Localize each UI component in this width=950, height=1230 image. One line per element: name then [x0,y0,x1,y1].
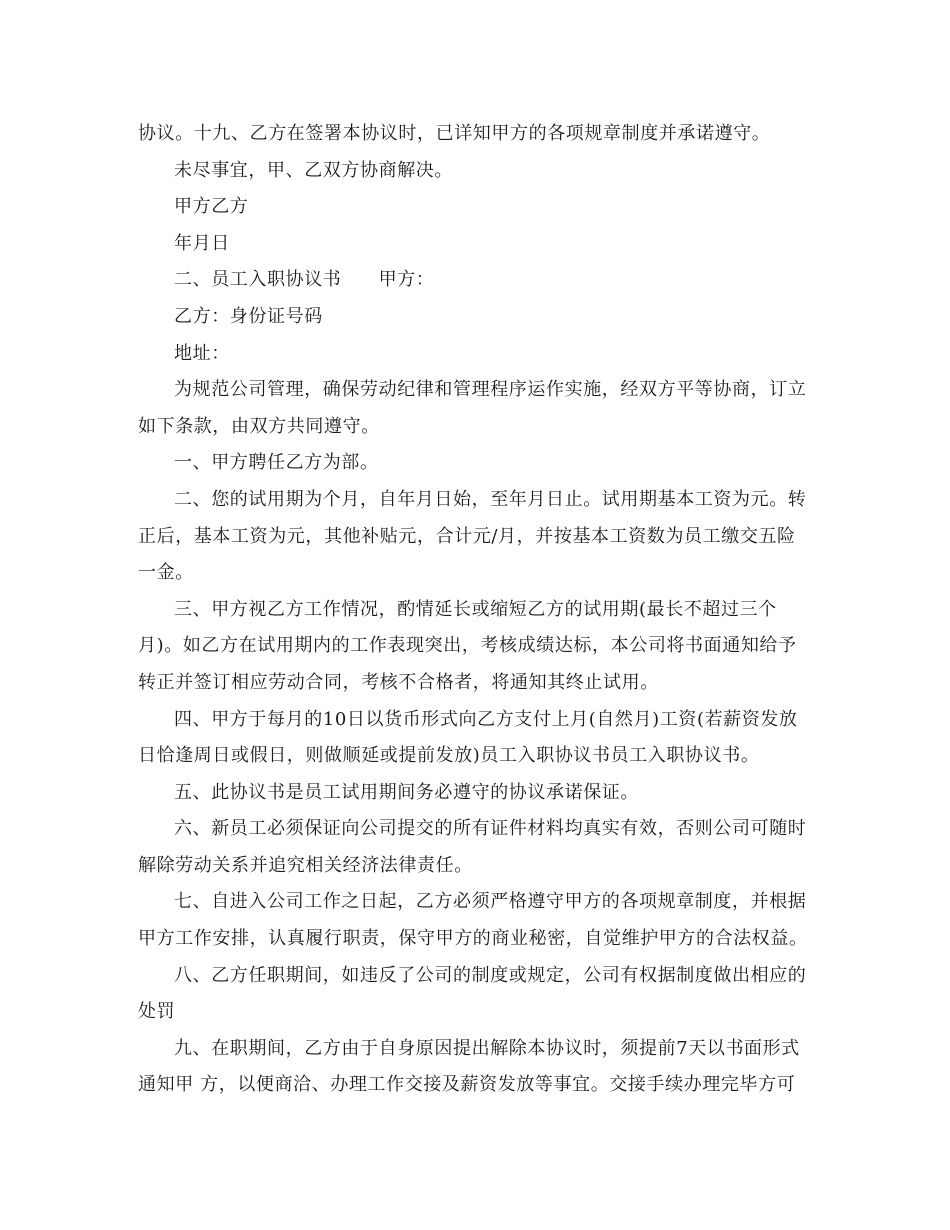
text-line: 甲方工作安排，认真履行职责，保守甲方的商业秘密，自觉维护甲方的合法权益。 [138,928,808,950]
text-line: 协议。十九、乙方在签署本协议时，已详知甲方的各项规章制度并承诺遵守。 [138,123,771,144]
text-line: 一金。 [138,562,194,584]
text-line: 四、甲方于每月的10日以货币形式向乙方支付上月(自然月)工资(若薪资发放 [174,708,798,730]
text-line: 处罚 [138,1001,176,1023]
text-line: 甲方乙方 [174,196,249,218]
text-line: 如下条款，由双方共同遵守。 [138,415,380,437]
text-line: 一、甲方聘任乙方为部。 [174,452,379,474]
text-line: 月)。如乙方在试用期内的工作表现突出，考核成绩达标，本公司将书面通知给予 [138,635,797,657]
text-line: 日恰逢周日或假日，则做顺延或提前发放)员工入职协议书员工入职协议书。 [138,745,760,767]
text-line: 三、甲方视乙方工作情况，酌情延长或缩短乙方的试用期(最长不超过三个 [174,598,777,620]
document-body [138,116,818,1104]
text-line: 地址： [174,342,230,364]
text-line: 乙方：身份证号码 [174,305,323,327]
text-line: 转正并签订相应劳动合同，考核不合格者，将通知其终止试用。 [138,671,659,693]
text-line: 九、在职期间，乙方由于自身原因提出解除本协议时，须提前7天以书面形式 [174,1037,800,1059]
text-line: 八、乙方任职期间，如违反了公司的制度或规定，公司有权据制度做出相应的 [174,964,807,986]
text-line: 五、此协议书是员工试用期间务必遵守的协议承诺保证。 [174,781,639,803]
section-heading: 二、员工入职协议书 甲方： [174,269,435,291]
text-line: 未尽事宜，甲、乙双方协商解决。 [174,159,453,181]
text-line: 通知甲 方，以便商洽、办理工作交接及薪资发放等事宜。交接手续办理完毕方可 [138,1074,796,1096]
text-line: 二、您的试用期为个月，自年月日始，至年月日止。试用期基本工资为元。转 [174,488,807,510]
text-line: 为规范公司管理，确保劳动纪律和管理程序运作实施，经双方平等协商，订立 [174,379,807,401]
text-line: 正后，基本工资为元，其他补贴元，合计元/月，并按基本工资数为员工缴交五险 [138,525,796,547]
text-line: 年月日 [174,232,230,254]
text-line: 解除劳动关系并追究相关经济法律责任。 [138,854,473,876]
text-line: 六、新员工必须保证向公司提交的所有证件材料均真实有效，否则公司可随时 [174,818,807,840]
text-line: 七、自进入公司工作之日起，乙方必须严格遵守甲方的各项规章制度，并根据 [174,891,807,913]
